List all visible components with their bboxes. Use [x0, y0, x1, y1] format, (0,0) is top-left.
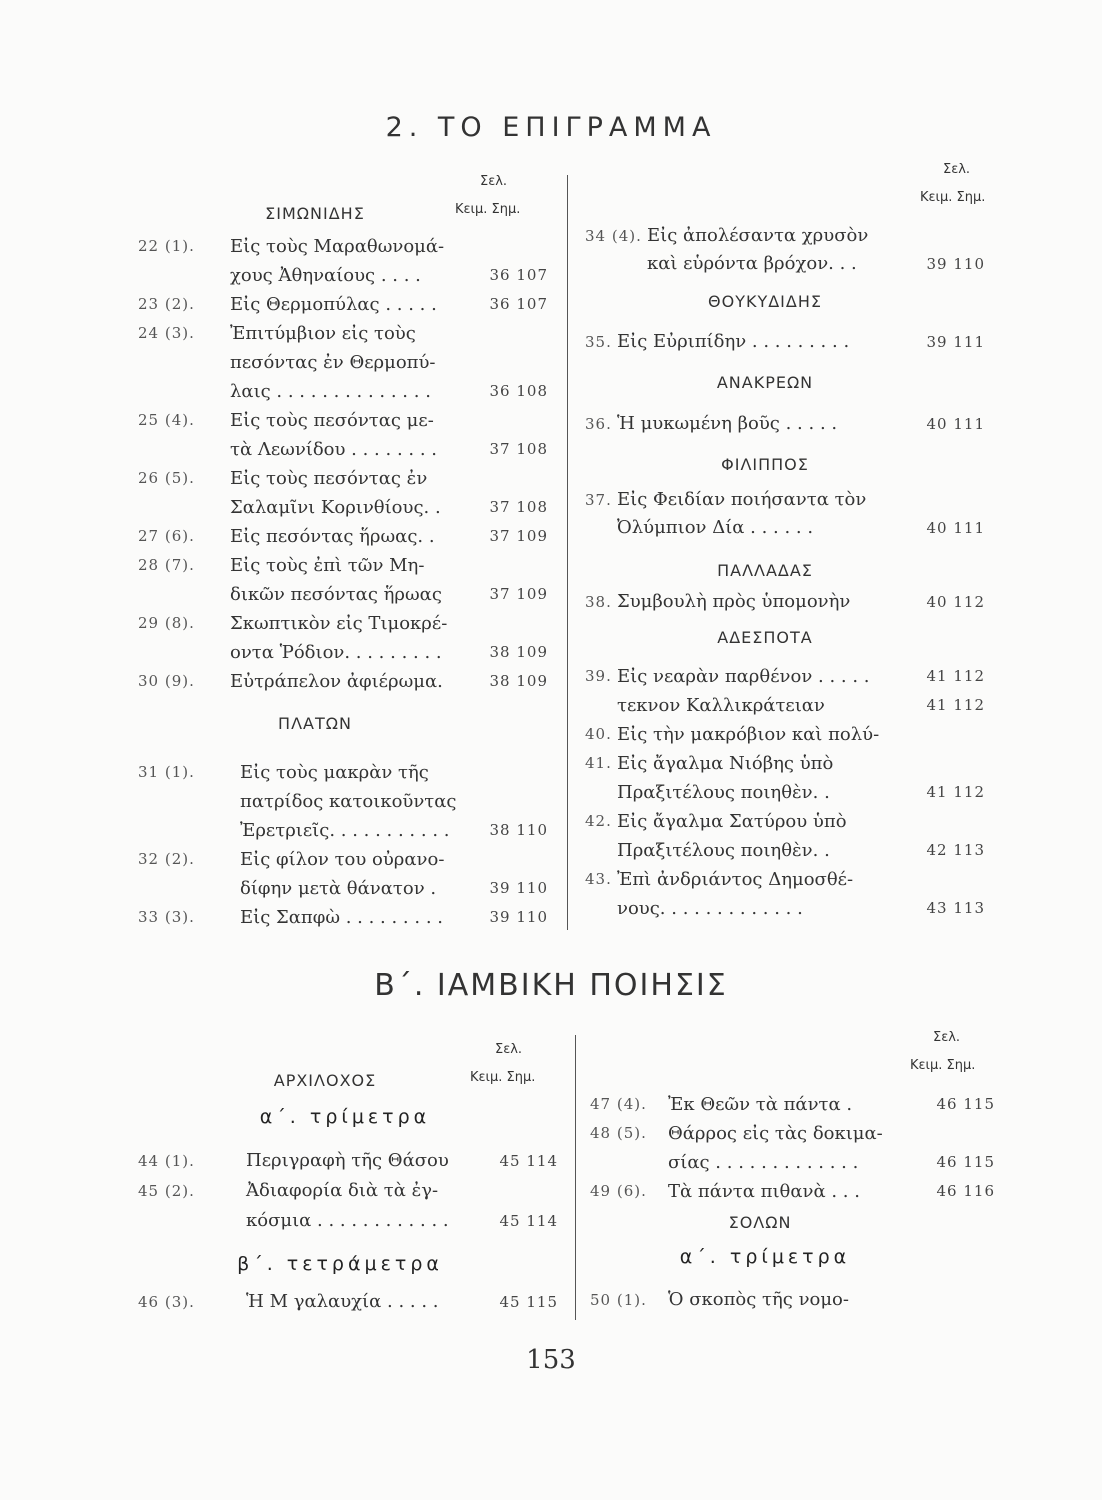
entry-number: 42. [585, 812, 612, 830]
entry-pages: 38 109 [489, 672, 548, 690]
toc-entry [590, 1119, 995, 1148]
toc-entry [138, 232, 548, 261]
toc-entry [138, 638, 548, 667]
entry-title: δίφην μετὰ θάνατον . [240, 878, 437, 899]
entry-title: Εἰς τοὺς πεσόντας ἐν [230, 468, 428, 489]
entry-title: Ἐπὶ ἀνδριάντος Δημοσθέ- [617, 869, 854, 890]
entry-pages: 39 110 [926, 255, 985, 273]
column-divider-top [567, 175, 568, 930]
meter-tetrametra: β΄. τετράμετρα [237, 1253, 443, 1275]
toc-entry [138, 845, 548, 874]
entry-number: 35. [585, 333, 612, 351]
entry-title: Ὁ σκοπὸς τῆς νομο- [668, 1289, 849, 1310]
toc-entry [585, 836, 985, 865]
entry-pages: 40 111 [926, 519, 985, 537]
toc-entry [138, 435, 548, 464]
entry-title: Εἰς τὴν μακρόβιον καὶ πολύ- [617, 724, 880, 745]
entry-title: πεσόντας ἐν Θερμοπύ- [230, 352, 436, 373]
author-solon: ΣΟΛΩΝ [728, 1213, 792, 1232]
meter-trimetra-left: α΄. τρίμετρα [259, 1106, 431, 1128]
entry-number: 46 (3). [138, 1293, 195, 1311]
entry-number: 28 (7). [138, 556, 195, 574]
toc-list-archilochos-2 [138, 1288, 558, 1318]
col-header-keim-bl: Κειμ. Σημ. [470, 1070, 536, 1085]
entry-pages: 46 115 [936, 1153, 995, 1171]
entry-title: Εἰς ἄγαλμα Νιόβης ὑπὸ [617, 753, 834, 774]
entry-title: τεκνον Καλλικράτειαν [617, 695, 825, 716]
entry-pages: 45 114 [499, 1212, 558, 1230]
section-title-epigramma: 2. ΤΟ ΕΠΙΓΡΑΜΜΑ [385, 112, 717, 143]
toc-entry [590, 1286, 995, 1314]
author-thoukydidis: ΘΟΥΚΥΔΙΔΗΣ [708, 292, 822, 311]
entry-title: Τὰ πάντα πιθανὰ . . . [668, 1181, 860, 1202]
entry-pages: 41 112 [926, 667, 985, 685]
toc-entry [138, 377, 548, 406]
entry-title: Εἰς τοὺς πεσόντας με- [230, 410, 434, 431]
entry-title: Εἰς Θερμοπύλας . . . . . [230, 294, 437, 315]
toc-list-right-top [585, 222, 985, 282]
entry-number: 49 (6). [590, 1182, 647, 1200]
col-header-sel-bl: Σελ. [495, 1042, 523, 1057]
toc-entry [138, 816, 548, 845]
col-header-sel-right: Σελ. [943, 162, 971, 177]
entry-pages: 41 112 [926, 696, 985, 714]
toc-entry [585, 720, 985, 749]
entry-title: καὶ εὑρόντα βρόχον. . . [647, 253, 857, 274]
entry-title: κόσμια . . . . . . . . . . . . [246, 1210, 449, 1231]
author-anakreon: ΑΝΑΚΡΕΩΝ [716, 373, 814, 392]
toc-entry [585, 222, 985, 250]
entry-title: Ἐκ Θεῶν τὰ πάντα . [668, 1094, 853, 1115]
entry-number: 32 (2). [138, 850, 195, 868]
entry-title: Εἰς Φειδίαν ποιήσαντα τὸν [617, 489, 867, 510]
toc-entry [138, 1288, 558, 1316]
entry-number: 36. [585, 415, 612, 433]
col-header-keim-right: Κειμ. Σημ. [920, 190, 986, 205]
entry-number: 31 (1). [138, 763, 195, 781]
entry-title: δικῶν πεσόντας ἥρωας [230, 584, 442, 605]
entry-number: 43. [585, 870, 612, 888]
entry-title: πατρίδος κατοικοῦντας [240, 791, 457, 812]
entry-number: 47 (4). [590, 1095, 647, 1113]
entry-pages: 38 110 [489, 821, 548, 839]
toc-list-adespota [585, 662, 985, 922]
entry-title: τὰ Λεωνίδου . . . . . . . . [230, 439, 437, 460]
entry-number: 39. [585, 667, 612, 685]
page-number: 153 [526, 1345, 576, 1375]
entry-pages: 37 109 [489, 527, 548, 545]
column-divider-bottom [575, 1035, 576, 1320]
toc-entry [138, 261, 548, 290]
section-title-iamviki: Β΄. ΙΑΜΒΙΚΗ ΠΟΙΗΣΙΣ [374, 968, 728, 1003]
toc-entry [138, 551, 548, 580]
entry-title: λαις . . . . . . . . . . . . . . [230, 381, 431, 402]
entry-title: νους. . . . . . . . . . . . . [617, 898, 803, 919]
entry-title: Ἐπιτύμβιον εἰς τοὺς [230, 323, 416, 344]
entry-pages: 36 107 [489, 266, 548, 284]
entry-title: Εἰς πεσόντας ἥρωας. . [230, 526, 435, 547]
entry-title: χους Ἀθηναίους . . . . [230, 265, 421, 286]
toc-list-archilochos-1 [138, 1146, 558, 1242]
toc-entry [585, 691, 985, 720]
author-archilochos: ΑΡΧΙΛΟΧΟΣ [273, 1071, 377, 1090]
toc-entry [138, 522, 548, 551]
entry-title: Εἰς τοὺς Μαραθωνομά- [230, 236, 445, 257]
entry-number: 26 (5). [138, 469, 195, 487]
entry-title: Εἰς ἄγαλμα Σατύρου ὑπὸ [617, 811, 847, 832]
toc-entry [585, 410, 985, 438]
entry-number: 29 (8). [138, 614, 195, 632]
entry-pages: 39 111 [926, 333, 985, 351]
toc-entry [138, 787, 548, 816]
entry-pages: 38 109 [489, 643, 548, 661]
toc-entry [138, 1176, 558, 1206]
entry-title: Συμβουλὴ πρὸς ὑπομονὴν [617, 591, 851, 612]
toc-entry [138, 609, 548, 638]
toc-entry-38 [585, 588, 985, 618]
entry-pages: 40 112 [926, 593, 985, 611]
entry-title: Σκωπτικὸν εἰς Τιμοκρέ- [230, 613, 448, 634]
entry-number: 50 (1). [590, 1291, 647, 1309]
toc-list-solon [590, 1286, 995, 1316]
entry-title: Εἰς τοὺς μακρὰν τῆς [240, 762, 429, 783]
toc-entry [138, 290, 548, 319]
entry-pages: 41 112 [926, 783, 985, 801]
toc-entry-35 [585, 328, 985, 358]
entry-number: 38. [585, 593, 612, 611]
toc-entry [585, 894, 985, 923]
entry-pages: 36 108 [489, 382, 548, 400]
entry-title: Ἀδιαφορία διὰ τὰ ἐγ- [246, 1180, 439, 1201]
author-palladas: ΠΑΛΛΑΔΑΣ [717, 561, 813, 580]
entry-title: Εἰς ἀπολέσαντα χρυσὸν [647, 225, 869, 246]
toc-entry [585, 778, 985, 807]
toc-entry [138, 464, 548, 493]
entry-pages: 36 107 [489, 295, 548, 313]
entry-number: 40. [585, 725, 612, 743]
entry-pages: 45 114 [499, 1152, 558, 1170]
toc-entry [590, 1148, 995, 1177]
toc-entry [138, 874, 548, 903]
entry-pages: 39 110 [489, 908, 548, 926]
entry-number: 27 (6). [138, 527, 195, 545]
entry-pages: 42 113 [926, 841, 985, 859]
toc-entry [138, 1206, 558, 1236]
toc-entry-36 [585, 410, 985, 440]
toc-entry [138, 758, 548, 787]
entry-number: 30 (9). [138, 672, 195, 690]
toc-entry [138, 348, 548, 377]
entry-number: 37. [585, 491, 612, 509]
toc-list-simonidis [138, 232, 548, 702]
entry-title: οντα Ῥόδιον. . . . . . . . . [230, 642, 442, 663]
entry-title: Θάρρος εἰς τὰς δοκιμα- [668, 1123, 883, 1144]
entry-pages: 40 111 [926, 415, 985, 433]
entry-title: Εἰς νεαρὰν παρθένον . . . . . [617, 666, 870, 687]
entry-number: 34 (4). [585, 227, 642, 245]
toc-list-37 [585, 486, 985, 546]
entry-title: Ἡ Μ γαλαυχία . . . . . [246, 1291, 439, 1312]
entry-number: 24 (3). [138, 324, 195, 342]
toc-entry [585, 807, 985, 836]
entry-title: σίας . . . . . . . . . . . . . [668, 1152, 859, 1173]
author-adespota: ΑΔΕΣΠΟΤΑ [717, 628, 813, 647]
toc-entry [138, 580, 548, 609]
entry-title: Πραξιτέλους ποιηθὲν. . [617, 782, 830, 803]
toc-entry [590, 1090, 995, 1119]
col-header-keim-left: Κειμ. Σημ. [455, 202, 521, 217]
author-filippos: ΦΙΛΙΠΠΟΣ [721, 455, 809, 474]
author-simonidis: ΣΙΜΩΝΙΔΗΣ [265, 204, 365, 223]
toc-entry [138, 903, 548, 932]
toc-entry [138, 406, 548, 435]
entry-number: 44 (1). [138, 1152, 195, 1170]
toc-entry [590, 1177, 995, 1206]
entry-title: Ἐρετριεῖς. . . . . . . . . . . [240, 820, 450, 841]
entry-title: Εἰς Εὐριπίδην . . . . . . . . . [617, 331, 850, 352]
entry-title: Περιγραφὴ τῆς Θάσου [246, 1150, 449, 1171]
toc-entry [138, 493, 548, 522]
entry-number: 23 (2). [138, 295, 195, 313]
entry-number: 41. [585, 754, 612, 772]
entry-pages: 46 116 [936, 1182, 995, 1200]
toc-entry [585, 328, 985, 356]
entry-title: Εἰς Σαπφὼ . . . . . . . . . [240, 907, 443, 928]
author-platon: ΠΛΑΤΩΝ [278, 714, 352, 733]
toc-entry [585, 588, 985, 616]
entry-title: Πραξιτέλους ποιηθὲν. . [617, 840, 830, 861]
toc-list-platon [138, 758, 548, 928]
entry-pages: 39 110 [489, 879, 548, 897]
entry-number: 48 (5). [590, 1124, 647, 1142]
toc-list-right-bottom [590, 1090, 995, 1210]
entry-number: 45 (2). [138, 1182, 195, 1200]
entry-title: Σαλαμῖνι Κορινθίους. . [230, 497, 441, 518]
toc-entry [138, 1146, 558, 1176]
entry-pages: 46 115 [936, 1095, 995, 1113]
entry-title: Εἰς φίλον του οὐρανο- [240, 849, 445, 870]
toc-entry [585, 486, 985, 514]
entry-pages: 37 108 [489, 440, 548, 458]
meter-trimetra-right: α΄. τρίμετρα [679, 1246, 851, 1268]
entry-number: 25 (4). [138, 411, 195, 429]
toc-entry [585, 250, 985, 278]
entry-title: Εἰς τοὺς ἐπὶ τῶν Μη- [230, 555, 425, 576]
entry-title: Ὀλύμπιον Δία . . . . . . [617, 517, 814, 538]
col-header-sel-left: Σελ. [480, 174, 508, 189]
col-header-keim-br: Κειμ. Σημ. [910, 1058, 976, 1073]
entry-pages: 45 115 [499, 1293, 558, 1311]
toc-entry [585, 514, 985, 542]
entry-number: 22 (1). [138, 237, 195, 255]
toc-entry [585, 749, 985, 778]
entry-pages: 37 108 [489, 498, 548, 516]
entry-pages: 43 113 [926, 899, 985, 917]
entry-pages: 37 109 [489, 585, 548, 603]
col-header-sel-br: Σελ. [933, 1030, 961, 1045]
toc-entry [138, 319, 548, 348]
entry-title: Εὐτράπελον ἀφιέρωμα. [230, 671, 443, 692]
toc-entry [585, 865, 985, 894]
entry-number: 33 (3). [138, 908, 195, 926]
toc-entry [138, 667, 548, 696]
entry-title: Ἡ μυκωμένη βοῦς . . . . . [617, 413, 838, 434]
toc-entry [585, 662, 985, 691]
